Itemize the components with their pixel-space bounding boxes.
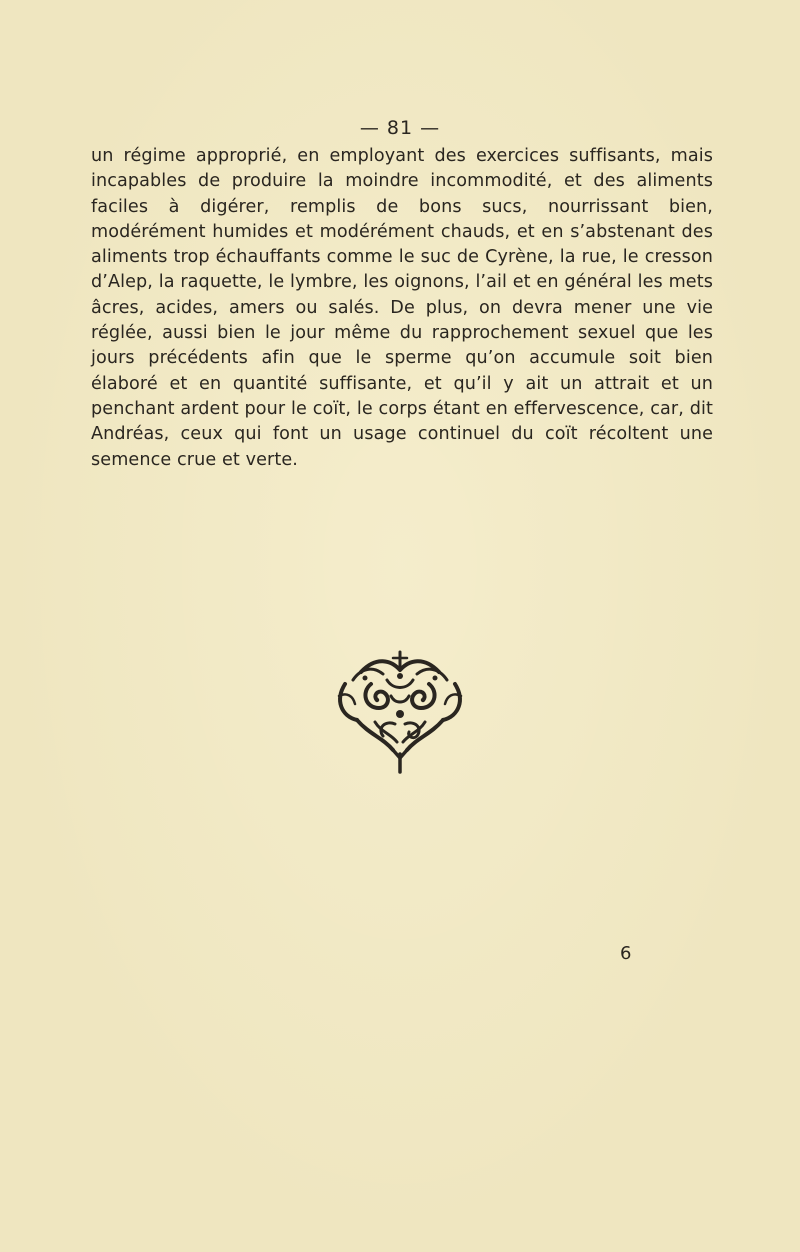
signature-mark: 6: [620, 943, 632, 964]
body-paragraph: un régime approprié, en employant des exercices suffisants, mais incapables de produire la moindre incommodité, et des aliments faciles à digérer, remplis de bons sucs, nourrissant bien, modérément humides et modérément chauds, et en s’abstenant des aliments trop échauffants comme le suc de Cyrène, la rue, le cresson d’Alep, la raquette, le lymbre, les oignons, l’ail et en général les mets âcres, acides, amers ou salés. De plus, on devra mener une vie réglée, aussi bien le jour même du rapprochement sexuel que les jours précédents afin que le sperme qu’on accumule soit bien élaboré et en quantité suffisante, et qu’il y ait un attrait et un penchant ardent pour le coït, le corps étant en effervescence, car, dit Andréas, ceux qui font un usage continuel du coït récoltent une semence crue et verte.: [91, 146, 713, 470]
fleuron-ornament-icon: [331, 650, 469, 774]
running-head-page-number: — 81 —: [359, 117, 441, 139]
